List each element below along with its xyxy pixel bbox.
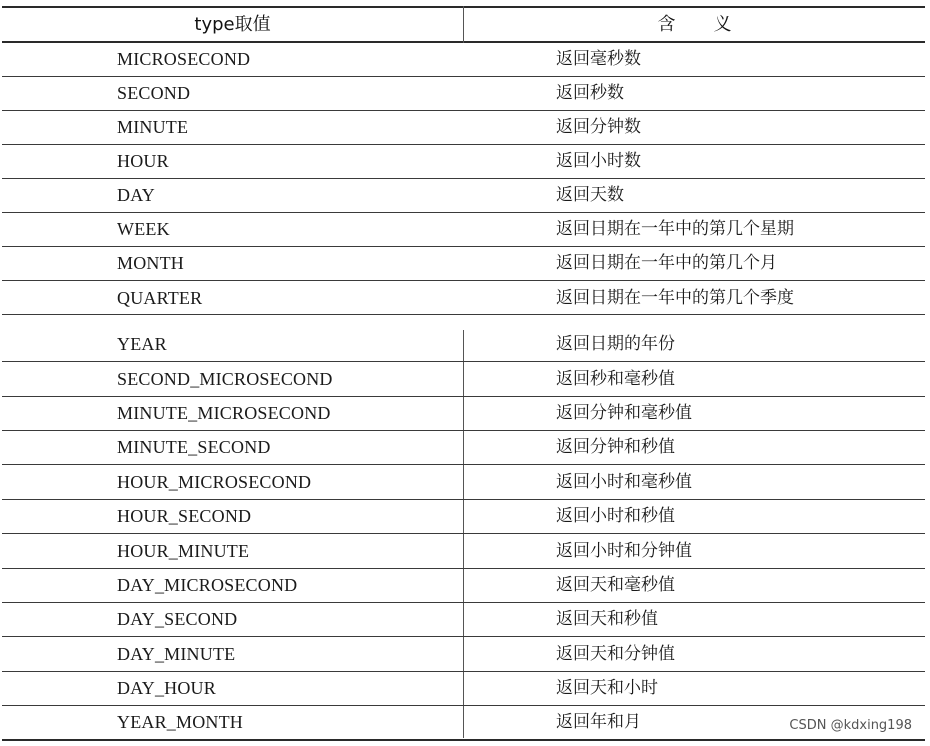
row-type-cell: SECOND — [117, 83, 191, 103]
row-type-cell: YEAR — [117, 334, 167, 354]
row-meaning-cell: 返回秒数 — [556, 83, 624, 103]
row-meaning-cell: 返回年和月 — [556, 712, 641, 732]
row-meaning-cell: 返回分钟和毫秒值 — [556, 403, 692, 423]
row-meaning-cell: 返回日期在一年中的第几个星期 — [556, 219, 794, 239]
column-divider-lower — [463, 330, 464, 738]
row-meaning-cell: 返回毫秒数 — [556, 49, 641, 69]
row-type-cell: MINUTE — [117, 117, 189, 137]
row-type-cell: YEAR_MONTH — [117, 712, 243, 732]
row-type-cell: DAY_MICROSECOND — [117, 575, 298, 595]
header-meaning: 含义 — [657, 14, 770, 35]
row-type-cell: QUARTER — [117, 288, 203, 308]
row-type-cell: DAY — [117, 185, 155, 205]
row-type-cell: DAY_SECOND — [117, 609, 238, 629]
row-type-cell: HOUR_MICROSECOND — [117, 472, 312, 492]
row-meaning-cell: 返回小时和秒值 — [556, 506, 675, 526]
row-meaning-cell: 返回天和小时 — [556, 678, 658, 698]
row-meaning-cell: 返回日期在一年中的第几个季度 — [556, 288, 794, 308]
row-meaning-cell: 返回小时和分钟值 — [556, 541, 692, 561]
row-meaning-cell: 返回秒和毫秒值 — [556, 369, 675, 389]
row-meaning-cell: 返回天和秒值 — [556, 609, 658, 629]
row-type-cell: DAY_HOUR — [117, 678, 216, 698]
row-type-cell: HOUR_SECOND — [117, 506, 252, 526]
row-meaning-cell: 返回天和分钟值 — [556, 644, 675, 664]
row-meaning-cell: 返回天和毫秒值 — [556, 575, 675, 595]
row-meaning-cell: 返回小时和毫秒值 — [556, 472, 692, 492]
row-meaning-cell: 返回日期的年份 — [556, 334, 675, 354]
column-divider-upper — [463, 6, 464, 43]
watermark: CSDN @kdxing198 — [789, 718, 912, 733]
row-divider — [2, 314, 925, 315]
row-meaning-cell: 返回分钟和秒值 — [556, 437, 675, 457]
row-type-cell: HOUR_MINUTE — [117, 541, 250, 561]
row-meaning-cell: 返回天数 — [556, 185, 624, 205]
row-type-cell: MONTH — [117, 253, 184, 273]
row-meaning-cell: 返回小时数 — [556, 151, 641, 171]
row-meaning-cell: 返回分钟数 — [556, 117, 641, 137]
row-type-cell: MINUTE_SECOND — [117, 437, 271, 457]
table-bottom-rule — [2, 739, 925, 741]
row-type-cell: DAY_MINUTE — [117, 644, 236, 664]
row-type-cell: WEEK — [117, 219, 170, 239]
row-type-cell: HOUR — [117, 151, 169, 171]
row-type-cell: MICROSECOND — [117, 49, 251, 69]
row-type-cell: SECOND_MICROSECOND — [117, 369, 333, 389]
header-type: type取值 — [194, 14, 271, 35]
row-meaning-cell: 返回日期在一年中的第几个月 — [556, 253, 777, 273]
row-type-cell: MINUTE_MICROSECOND — [117, 403, 331, 423]
